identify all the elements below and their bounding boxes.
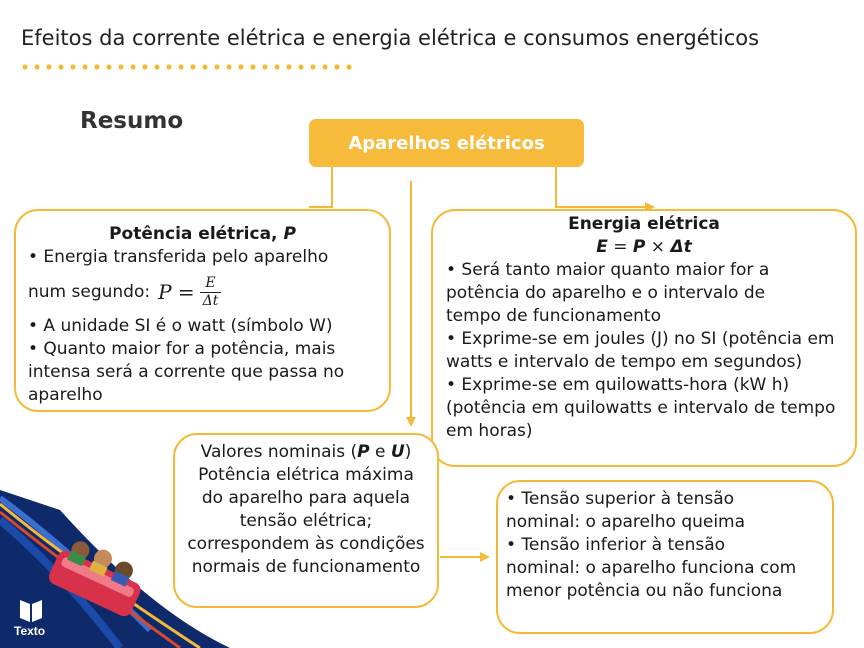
nominal-box-text: Potência elétrica máxima do aparelho para aquela tensão elétrica; correspondem às condições normais de funcionamento xyxy=(187,465,425,577)
power-box-title: Potência elétrica, P xyxy=(109,224,296,244)
power-box xyxy=(14,209,391,412)
nominal-values-box xyxy=(173,433,439,608)
power-box-line1: • Energia transferida pelo aparelho xyxy=(28,247,329,267)
nominal-box-title: Valores nominais (P e U) xyxy=(200,442,412,462)
energy-box-bullet2: • Exprime-se em joules (J) no SI (potência em watts e intervalo de tempo em segundos) xyxy=(446,329,835,372)
power-box-line2-prefix: num segundo: xyxy=(28,281,151,302)
power-formula-fraction xyxy=(200,275,222,310)
central-node-aparelhos: Aparelhos elétricos xyxy=(309,119,584,167)
section-title: Resumo xyxy=(80,108,184,134)
energy-box-title: Energia elétrica xyxy=(568,214,720,234)
voltage-box-bullet1: • Tensão superior à tensão nominal: o aparelho queima xyxy=(506,489,746,532)
power-formula-numerator: E xyxy=(205,274,216,291)
connector-right-arrow xyxy=(556,167,652,207)
energy-box xyxy=(431,209,857,467)
voltage-box-bullet2: • Tensão inferior à tensão nominal: o aparelho funciona com menor potência ou não funciona xyxy=(506,535,797,601)
power-formula-line xyxy=(28,269,389,315)
voltage-box xyxy=(496,480,834,634)
connector-left xyxy=(309,167,332,207)
energy-box-bullet1: • Será tanto maior quanto maior for a potência do aparelho e o intervalo de tempo de funcionamento xyxy=(446,260,770,326)
energy-box-bullet3: • Exprime-se em quilowatts-hora (kW h) (potência em quilowatts e intervalo de tempo em horas) xyxy=(446,375,836,441)
power-box-bullet2: • A unidade SI é o watt (símbolo W) xyxy=(28,316,333,336)
energy-formula: E = P × Δt xyxy=(596,237,692,257)
page-title: Efeitos da corrente elétrica e energia elétrica e consumos energéticos xyxy=(21,26,760,50)
power-formula-denominator: Δt xyxy=(200,292,222,310)
power-formula-lhs: P = xyxy=(158,279,195,304)
power-box-bullet3: • Quanto maior for a potência, mais intensa será a corrente que passa no aparelho xyxy=(28,339,345,405)
texto-logo-text: Texto xyxy=(14,624,46,638)
